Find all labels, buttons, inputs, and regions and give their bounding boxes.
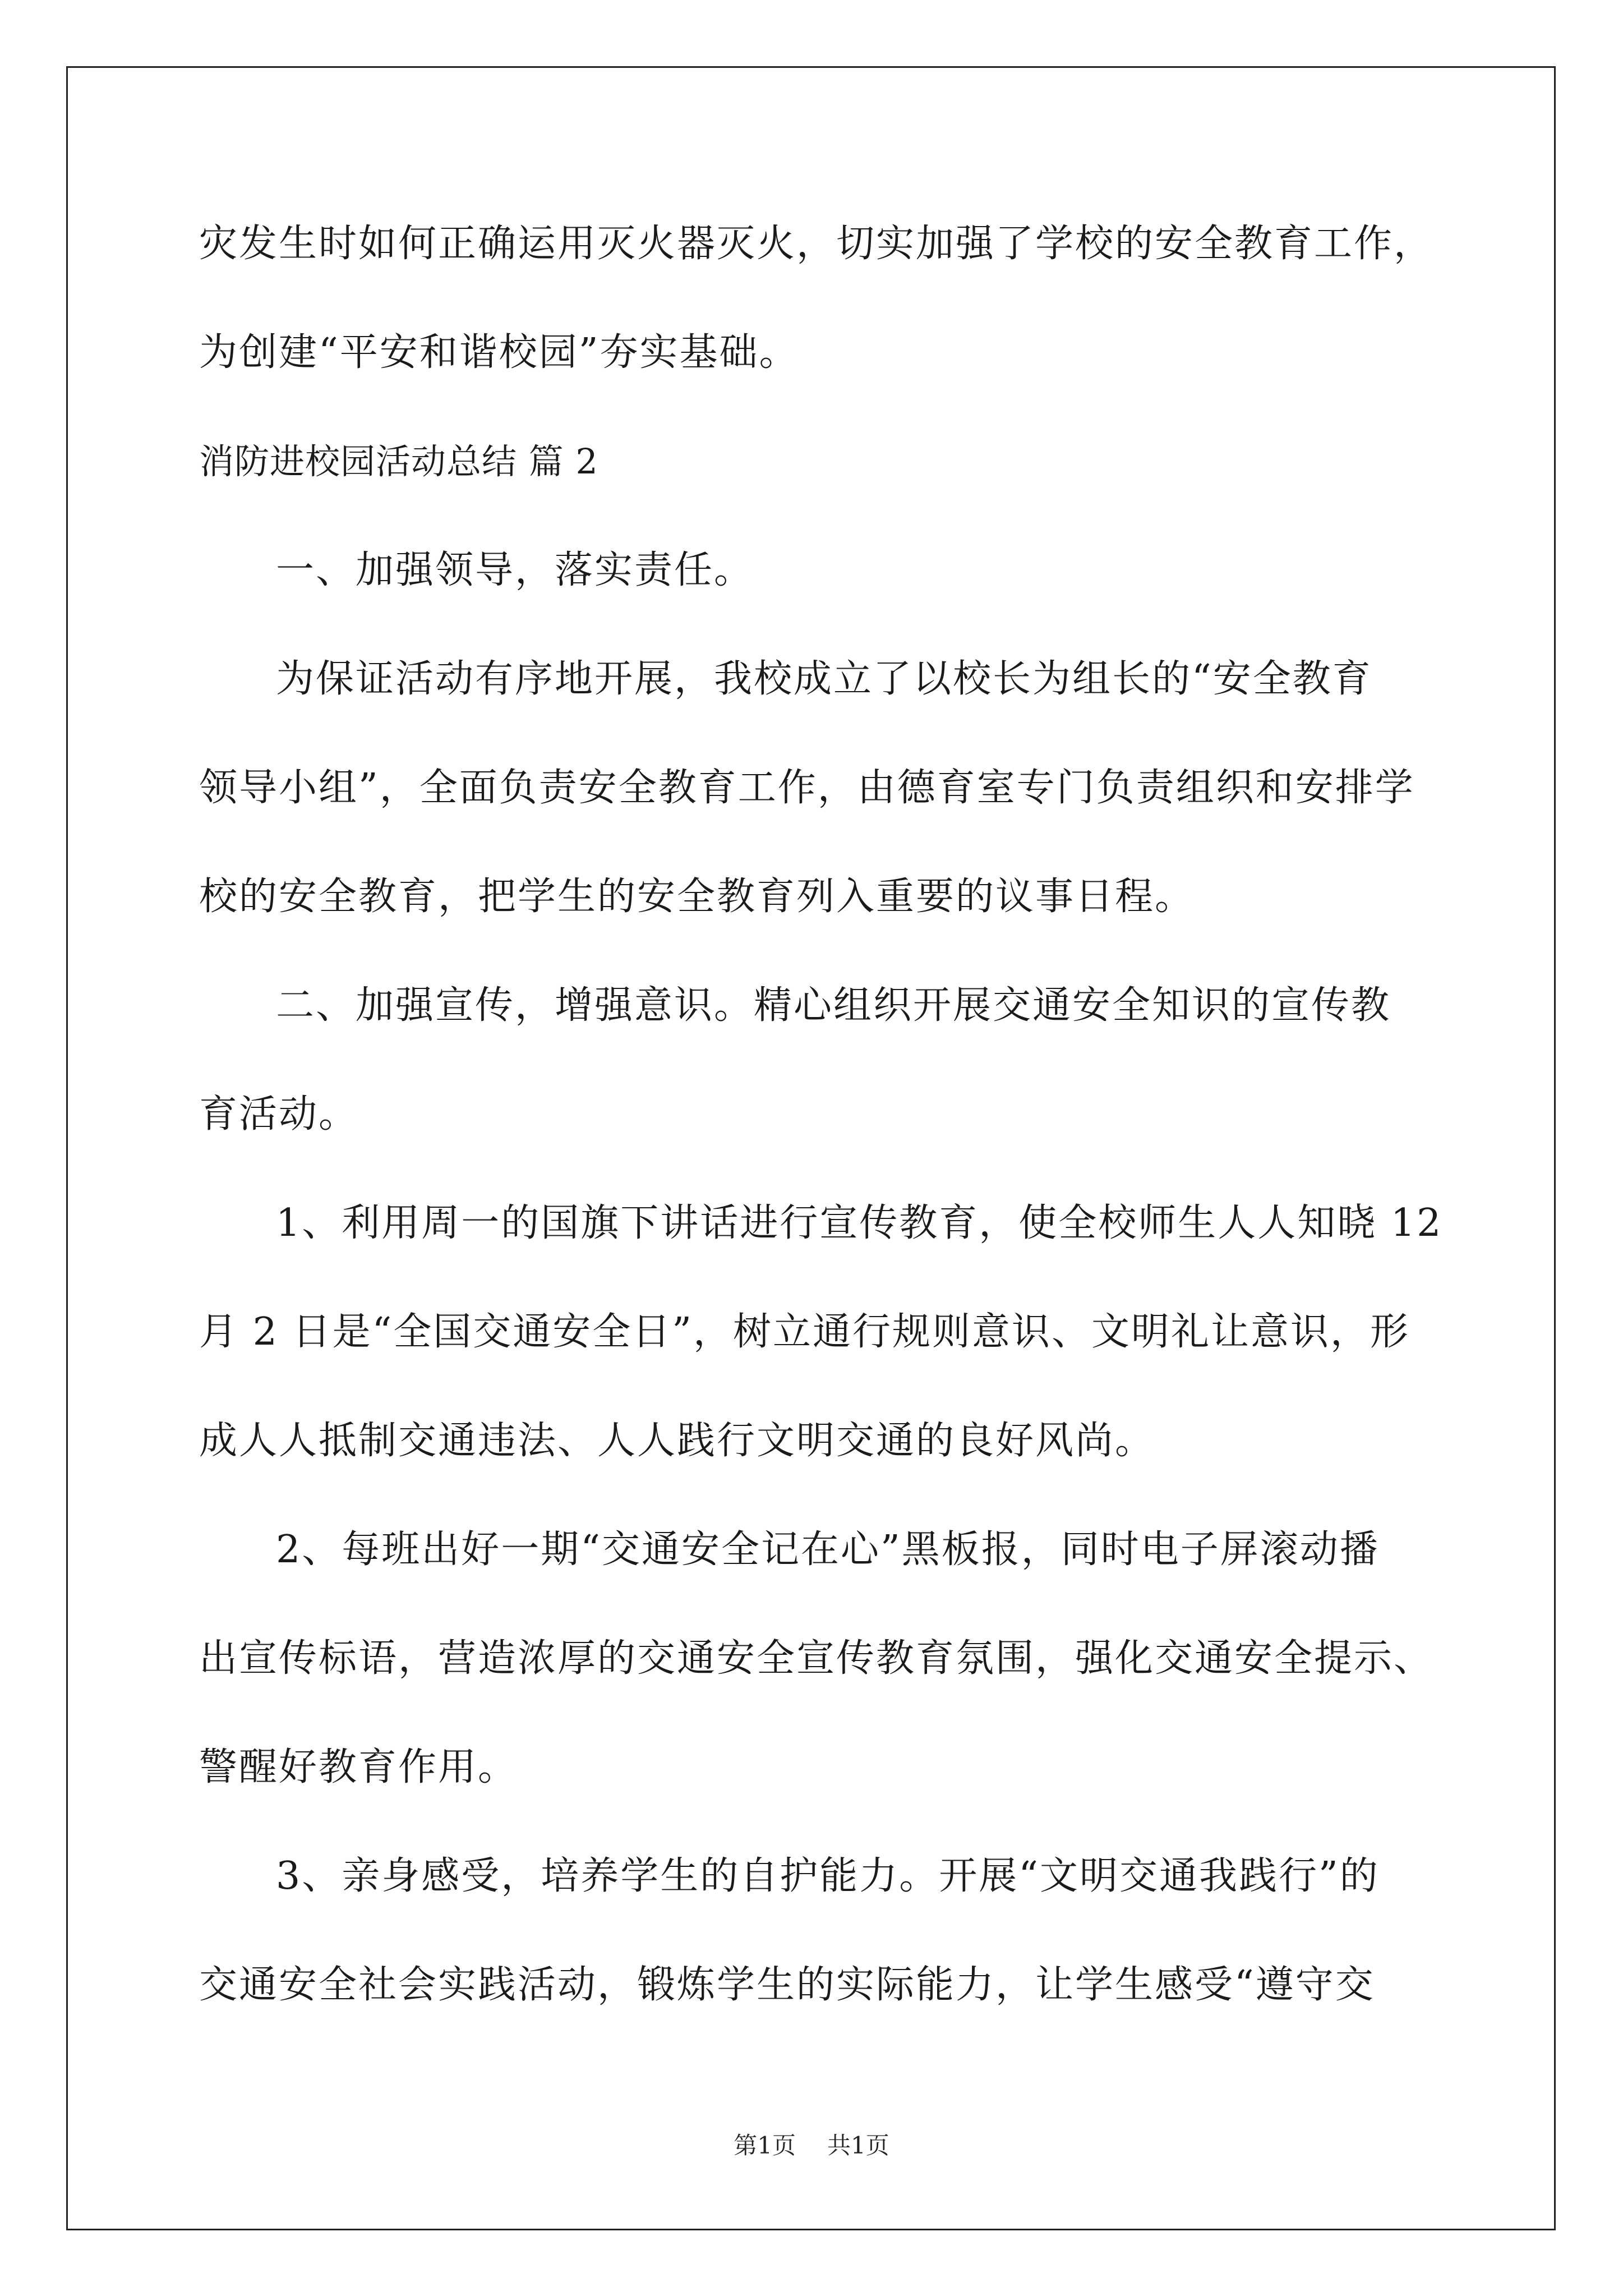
page-total: 共1页: [827, 2132, 889, 2159]
paragraph-line: 灾发生时如何正确运用灭火器灭火，切实加强了学校的安全教育工作，: [199, 222, 1434, 266]
paragraph-line: 月 2 日是“全国交通安全日”，树立通行规则意识、文明礼让意识，形: [199, 1310, 1410, 1354]
paragraph-line: 警醒好教育作用。: [199, 1745, 518, 1789]
paragraph-line: 二、加强宣传，增强意识。精心组织开展交通安全知识的宣传教: [276, 983, 1391, 1028]
section-heading: 消防进校园活动总结 篇 2: [199, 441, 598, 482]
paragraph-line: 为保证活动有序地开展，我校成立了以校长为组长的“安全教育: [276, 657, 1372, 701]
paragraph-line: 1、利用周一的国旗下讲话进行宣传教育，使全校师生人人知晓 12: [276, 1201, 1443, 1245]
paragraph-line: 成人人抵制交通违法、人人践行文明交通的良好风尚。: [199, 1419, 1155, 1463]
paragraph-line: 领导小组”，全面负责安全教育工作，由德育室专门负责组织和安排学: [199, 766, 1415, 810]
paragraph-line: 出宣传标语，营造浓厚的交通安全宣传教育氛围，强化交通安全提示、: [199, 1636, 1434, 1681]
page-number: 第1页: [734, 2132, 796, 2159]
paragraph-line: 交通安全社会实践活动，锻炼学生的实际能力，让学生感受“遵守交: [199, 1963, 1375, 2007]
paragraph-line: 一、加强领导，落实责任。: [276, 548, 754, 592]
paragraph-line: 校的安全教育，把学生的安全教育列入重要的议事日程。: [199, 875, 1195, 919]
paragraph-line: 为创建“平安和谐校园”夯实基础。: [199, 330, 799, 375]
paragraph-line: 2、每班出好一期“交通安全记在心”黑板报，同时电子屏滚动播: [276, 1527, 1380, 1572]
document-body: [199, 219, 1443, 2069]
paragraph-line: 3、亲身感受，培养学生的自护能力。开展“文明交通我践行”的: [276, 1854, 1380, 1898]
page-footer: [0, 2132, 1623, 2160]
paragraph-line: 育活动。: [199, 1092, 359, 1137]
